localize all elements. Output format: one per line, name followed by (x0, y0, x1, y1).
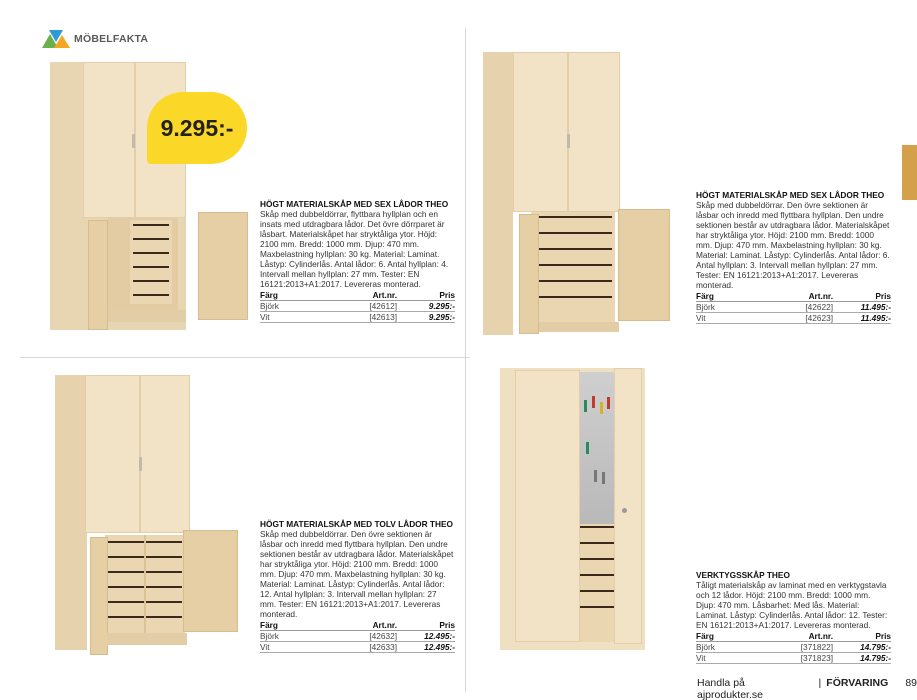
row-color: Vit (696, 653, 775, 664)
price-table (696, 631, 891, 664)
row-color: Björk (696, 302, 775, 313)
door-left (515, 370, 580, 642)
product-description: Skåp med dubbeldörrar. Den övre sektionen är låsbar och inredd med flyttbara hyllplan. Den undre sektionen består av utdragbara lådor. Materialskåpet har stryktåliga ytor. Höjd: 2100 mm. Bredd: 1000 mm. Djup: 470 mm. Maxbelastning hyllplan: 30 kg. Material: Laminat. Låstyp: Cylinderlås. Antal lådor: 12. Antal hyllplan: 3. Intervall mellan hyllplan: 27 mm. Tester: EN 16121:2013+A1:2017. Levereras monterad. (260, 529, 454, 619)
lower-door-right-open (198, 212, 248, 320)
product-description: Tåligt materialskåp av laminat med en verktygstavla och 12 lådor. Höjd: 2100 mm. Bredd: 1000 mm. Djup: 470 mm. Låsbarhet: Med lås. Material: Laminat. Låstyp: Cylinderlås. Antal lådor: 12. Tester: EN 16121:2013+A1:2017. Levereras monterad. (696, 580, 888, 630)
row-price: 12.495:- (397, 631, 455, 642)
row-price: 9.295:- (397, 301, 455, 312)
row-color: Björk (696, 642, 775, 653)
table-row (696, 642, 891, 653)
product-block-1 (260, 199, 455, 323)
row-color: Vit (260, 642, 339, 653)
row-price: 9.295:- (397, 312, 455, 323)
header-art: Art.nr. (339, 620, 397, 631)
upper-door-right (568, 52, 620, 212)
header-art: Art.nr. (775, 291, 833, 302)
price-table (260, 290, 455, 323)
price-table (260, 620, 455, 653)
row-color: Vit (696, 313, 775, 324)
row-color: Björk (260, 631, 339, 642)
table-row (260, 312, 455, 323)
product-image-cabinet-six-drawers-2 (483, 52, 683, 337)
lock-icon (622, 508, 627, 513)
header-price: Pris (397, 620, 455, 631)
row-art: [371823] (775, 653, 833, 664)
product-description: Skåp med dubbeldörrar. Den övre sektionen är låsbar och inredd med flyttbara hyllplan. Den undre sektionen består av utdragbara lådor. Materialskåpet har stryktåliga ytor. Höjd: 2100 mm. Bredd: 1000 mm. Djup: 470 mm. Maxbelastning hyllplan: 30 kg. Material: Laminat. Låstyp: Cylinderlås. Antal lådor: 6. Antal hyllplan: 3. Intervall mellan hyllplan: 27 mm. Tester: EN 16121:2013+A1:2017. Levereras monterad. (696, 200, 890, 290)
product-title: VERKTYGSSKÅP THEO (696, 570, 790, 580)
door-handle (132, 134, 135, 148)
product-description: Skåp med dubbeldörrar, flyttbara hyllplan och en insats med utdragbara lådor. Det övre dörrparet är låsbart. Materialskåpet har stryktåliga ytor. Höjd: 2100 mm. Bredd: 1000 mm. Djup: 470 mm. Maxbelastning hyllplan: 30 kg. Material: Laminat. Låstyp: Cylinderlås. Antal lådor: 6. Antal hyllplan: 4. Intervall mellan hyllplan: 27 mm. Tester: EN 16121:2013+A1:2017. Levereras monterad. (260, 209, 449, 289)
header-price: Pris (397, 290, 455, 301)
row-art: [42632] (339, 631, 397, 642)
row-color: Björk (260, 301, 339, 312)
row-art: [42623] (775, 313, 833, 324)
row-price: 14.795:- (833, 653, 891, 664)
table-row (696, 313, 891, 324)
door-handle (567, 134, 570, 148)
page-number: 89 (905, 677, 917, 689)
row-art: [42633] (339, 642, 397, 653)
row-price: 14.795:- (833, 642, 891, 653)
price-badge: 9.295:- (147, 92, 247, 164)
row-price: 11.495:- (833, 313, 891, 324)
row-price: 12.495:- (397, 642, 455, 653)
lower-door-right-open (618, 209, 670, 321)
section-name: FÖRVARING (826, 677, 889, 689)
table-row (260, 642, 455, 653)
row-art: [42622] (775, 302, 833, 313)
header-price: Pris (833, 291, 891, 302)
page-footer (697, 677, 917, 700)
header-art: Art.nr. (775, 631, 833, 642)
lower-door-left-open (90, 537, 108, 655)
table-row (260, 301, 455, 312)
row-color: Vit (260, 312, 339, 323)
header-art: Art.nr. (339, 290, 397, 301)
lower-door-left-open (519, 214, 539, 334)
product-title: HÖGT MATERIALSKÅP MED TOLV LÅDOR THEO (260, 519, 453, 529)
header-color: Färg (260, 620, 339, 631)
product-block-2 (696, 190, 891, 324)
product-image-cabinet-twelve-drawers (55, 375, 245, 665)
row-price: 11.495:- (833, 302, 891, 313)
row-art: [42613] (339, 312, 397, 323)
header-color: Färg (696, 631, 775, 642)
product-image-tool-cabinet (500, 368, 645, 653)
product-block-3 (260, 519, 455, 653)
shop-link[interactable]: Handla på ajprodukter.se (697, 677, 763, 700)
triangle-logo-icon (42, 30, 70, 48)
table-row (260, 631, 455, 642)
logo-text: MÖBELFAKTA (74, 33, 149, 45)
row-art: [42612] (339, 301, 397, 312)
section-tab (902, 145, 917, 200)
header-price: Pris (833, 631, 891, 642)
upper-door-left (83, 62, 135, 218)
table-row (696, 302, 891, 313)
row-art: [371822] (775, 642, 833, 653)
mobelfakta-logo (42, 30, 148, 48)
lower-door-left-open (88, 220, 108, 330)
door-handle (139, 457, 142, 471)
header-color: Färg (260, 290, 339, 301)
product-title: HÖGT MATERIALSKÅP MED SEX LÅDOR THEO (696, 190, 885, 200)
header-color: Färg (696, 291, 775, 302)
upper-door-left (513, 52, 568, 212)
price-table (696, 291, 891, 324)
tool-board (580, 372, 614, 524)
product-title: HÖGT MATERIALSKÅP MED SEX LÅDOR THEO (260, 199, 449, 209)
product-block-4 (696, 570, 891, 664)
door-right-open (614, 368, 642, 644)
table-row (696, 653, 891, 664)
page-divider-vertical (465, 28, 466, 692)
lower-door-right-open (183, 530, 238, 632)
page-divider-horizontal (20, 357, 470, 358)
upper-door-left (85, 375, 140, 533)
footer-separator: | (818, 677, 822, 689)
upper-door-right (140, 375, 190, 533)
